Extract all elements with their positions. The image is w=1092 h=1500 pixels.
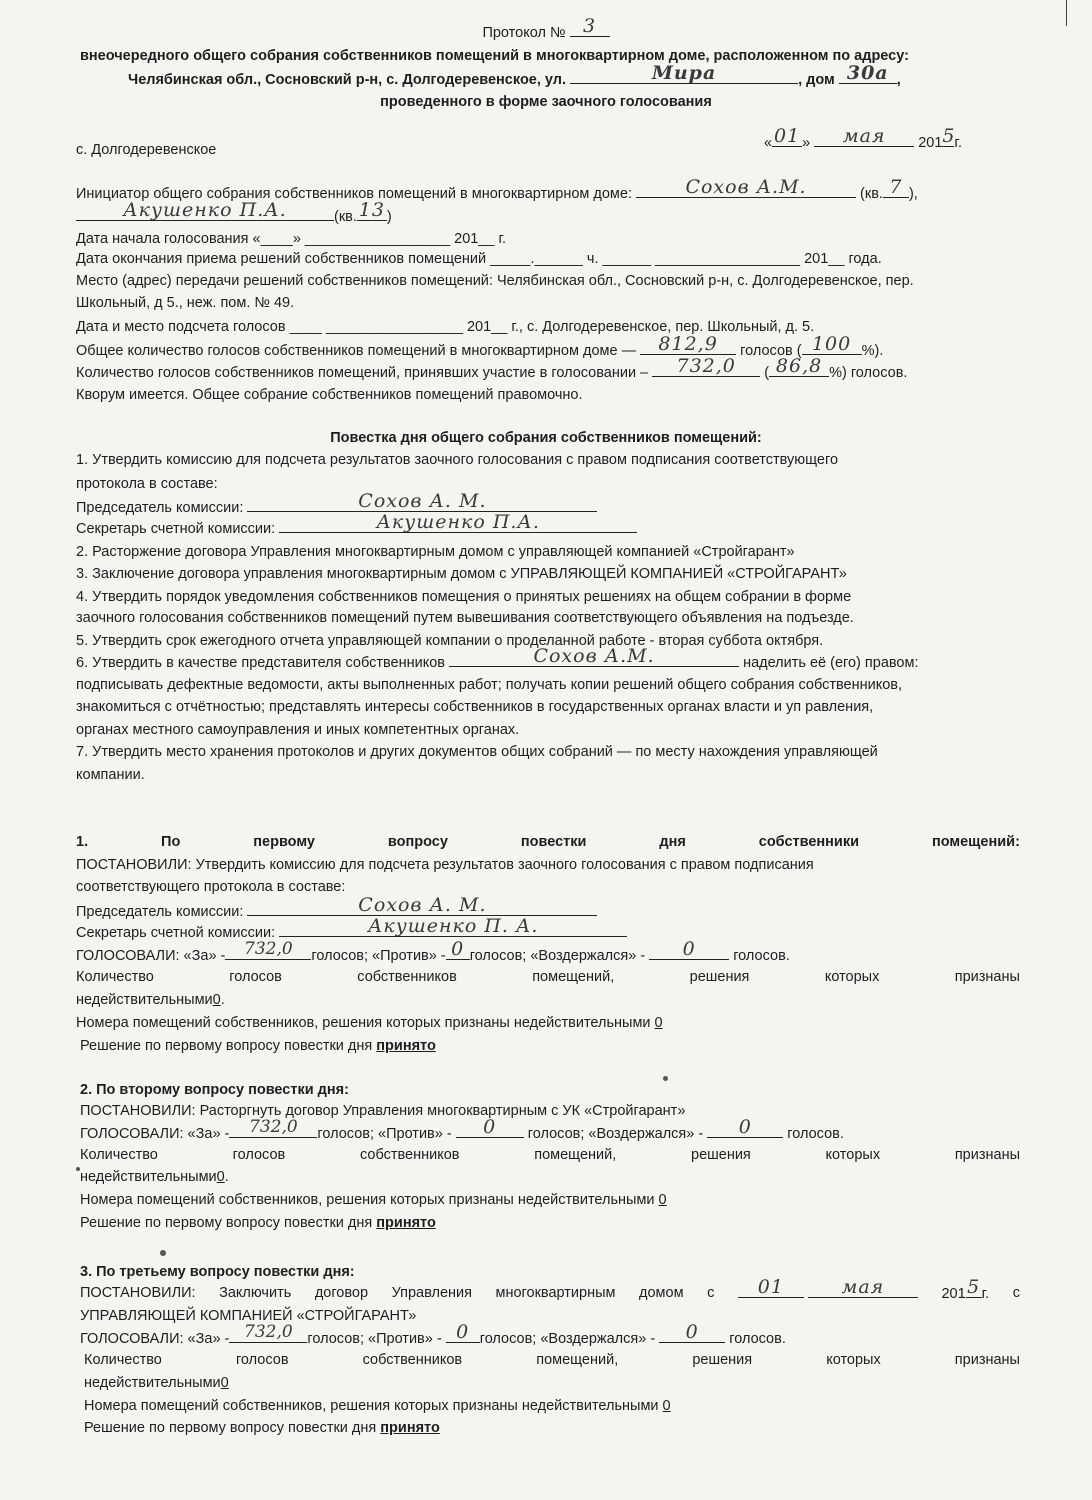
q1-invalid: Количество голосов собственников помещений, решения которых признаны (76, 969, 1020, 985)
q2-invalid-rooms: Номера помещений собственников, решения которых признаны недействительными 0 (80, 1192, 667, 1208)
agenda-item-1b: протокола в составе: (76, 476, 218, 492)
protocol-date: « 01 » мая 201 5 г. (764, 125, 962, 151)
q3-invalid: Количество голосов собственников помещений, решения которых признаны (84, 1352, 1020, 1368)
agenda-item-5: 5. Утвердить срок ежегодного отчета управляющей компании о проделанной работе - вторая суббота октября. (76, 633, 824, 649)
submission-place-2: Школьный, д 5., неж. пом. № 49. (76, 295, 295, 311)
q2-invalid: Количество голосов собственников помещений, решения которых признаны (80, 1147, 1020, 1163)
q1-heading: 1. По первому вопросу повестки дня собственники помещений: (76, 834, 1020, 850)
agenda-item-7b: компании. (76, 767, 145, 783)
q3-resolved-2: УПРАВЛЯЮЩЕЙ КОМПАНИЕЙ «СТРОЙГАРАНТ» (80, 1308, 417, 1324)
agenda-item-4b: заочного голосования собственников помещений путем вывешивания соответствующего объявления на подъезде. (76, 610, 854, 626)
q2-resolved: ПОСТАНОВИЛИ: Расторгнуть договор Управления многоквартирным с УК «Стройгарант» (80, 1103, 686, 1119)
scan-speck (663, 1076, 668, 1081)
q2-decision: Решение по первому вопросу повестки дня принято (80, 1215, 436, 1231)
q2-invalid-2: недействительными0. (80, 1169, 229, 1185)
q1-invalid-2: недействительными0. (76, 992, 225, 1008)
voting-start: Дата начала голосования «____» __________________ 201__ г. (76, 231, 507, 247)
agenda-item-6c: знакомиться с отчётностью; представлять интересы собственников в государственных органах власти и уп равления, (76, 699, 874, 715)
submission-place: Место (адрес) передачи решений собственников помещений: Челябинская обл., Сосновский р-н, с. Долгодеревенское, пер. (76, 273, 914, 289)
counting-date: Дата и место подсчета голосов ____ _________________ 201__ г., с. Долгодеревенское, пер. Школьный, д. 5. (76, 319, 815, 335)
q3-heading: 3. По третьему вопросу повестки дня: (80, 1264, 355, 1280)
q1-chair: Председатель комиссии: Сохов А. М. (76, 901, 597, 922)
place: с. Долгодеревенское (76, 142, 217, 158)
agenda-item-7: 7. Утвердить место хранения протоколов и других документов общих собраний — по месту нахождения управляющей (76, 744, 878, 760)
q2-votes: ГОЛОСОВАЛИ: «За» - 732,0 голосов; «Против» - 0 голосов; «Воздержался» - 0 голосов. (80, 1116, 844, 1142)
q1-secretary: Секретарь счетной комиссии: Акушенко П. А. (76, 922, 627, 943)
voting-end: Дата окончания приема решений собственников помещений _____.______ ч. ______ __________________ 201__ года. (76, 251, 882, 267)
agenda-chair: Председатель комиссии: Сохов А. М. (76, 497, 597, 518)
q3-decision: Решение по первому вопросу повестки дня принято (84, 1420, 440, 1436)
participated-votes: Количество голосов собственников помещений, принявших участие в голосовании – 732,0 ( 86,8 %) голосов. (76, 355, 908, 381)
agenda-item-6: 6. Утвердить в качестве представителя собственников Сохов А.М. наделить её (его) правом: (76, 645, 919, 671)
agenda-secretary: Секретарь счетной комиссии: Акушенко П.А. (76, 518, 637, 539)
q1-resolved: ПОСТАНОВИЛИ: Утвердить комиссию для подсчета результатов заочного голосования с правом подписания (76, 857, 814, 873)
agenda-title: Повестка дня общего собрания собственников помещений: (330, 430, 762, 446)
q2-heading: 2. По второму вопросу повестки дня: (80, 1082, 349, 1098)
q3-resolved: ПОСТАНОВИЛИ: Заключить договор Управления многоквартирным домом с 01 мая 201 5 г. с (80, 1276, 1020, 1302)
agenda-item-6d: органах местного самоуправления и иных компетентных органах. (76, 722, 520, 738)
header-line-3: проведенного в форме заочного голосования (380, 94, 712, 110)
q1-invalid-rooms: Номера помещений собственников, решения которых признаны недействительными 0 (76, 1015, 663, 1031)
agenda-item-4: 4. Утвердить порядок уведомления собственников помещения о принятых решениях на общем собрании в форме (76, 589, 852, 605)
initiator-line-2: Акушенко П.А. (кв. 13 ) (76, 206, 392, 227)
header-line-1: внеочередного общего собрания собственников помещений в многоквартирном доме, расположенном по адресу: (80, 48, 909, 64)
agenda-item-6b: подписывать дефектные ведомости, акты выполненных работ; получать копии решений общего собрания собственников, (76, 677, 903, 693)
initiator-line: Инициатор общего собрания собственников помещений в многоквартирном доме: Сохов А.М. (кв. 7 ), (76, 176, 918, 202)
q1-decision: Решение по первому вопросу повестки дня принято (80, 1038, 436, 1054)
header-address: Челябинская обл., Сосновский р-н, с. Долгодеревенское, ул. Мира , дом 30а , (128, 62, 901, 88)
q3-votes: ГОЛОСОВАЛИ: «За» - 732,0 голосов; «Против» - 0 голосов; «Воздержался» - 0 голосов. (80, 1321, 786, 1347)
q1-votes: ГОЛОСОВАЛИ: «За» - 732,0 голосов; «Против» - 0 голосов; «Воздержался» - 0 голосов. (76, 938, 790, 964)
agenda-item-1: 1. Утвердить комиссию для подсчета результатов заочного голосования с правом подписания соответствующего (76, 452, 839, 468)
protocol-title: Протокол № 3 (0, 22, 1092, 43)
q3-invalid-2: недействительными0 (84, 1375, 229, 1391)
agenda-item-3: 3. Заключение договора управления многоквартирным домом с УПРАВЛЯЮЩЕЙ КОМПАНИЕЙ «СТРОЙГАРАНТ» (76, 566, 847, 582)
quorum: Кворум имеется. Общее собрание собственников помещений правомочно. (76, 387, 583, 403)
q1-resolved-2: соответствующего протокола в составе: (76, 879, 346, 895)
agenda-item-2: 2. Расторжение договора Управления многоквартирным домом с управляющей компанией «Стройгарант» (76, 544, 795, 560)
scan-speck (160, 1250, 166, 1256)
total-votes: Общее количество голосов собственников помещений в многоквартирном доме — 812,9 голосов ( 100 %). (76, 333, 884, 359)
q3-invalid-rooms: Номера помещений собственников, решения которых признаны недействительными 0 (84, 1398, 671, 1414)
